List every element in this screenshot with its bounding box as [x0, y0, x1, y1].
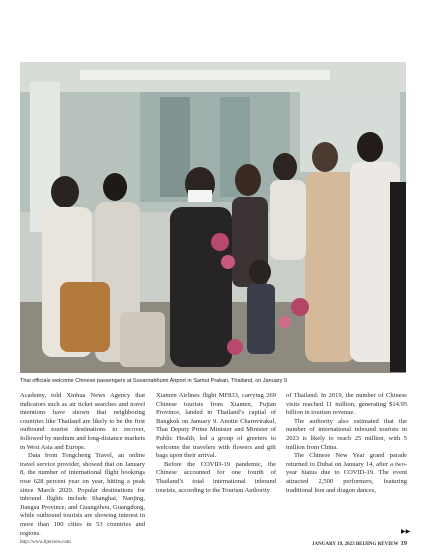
paragraph: The Chinese New Year grand parade returned to Dubai on January 14, after a two-year hiatus due to COVID-19. The event attracted 2,500 performers, featuring traditional lion and dragon dances,	[286, 452, 407, 494]
page-number: 19	[400, 540, 407, 547]
website-url[interactable]: http://www.bjreview.com	[20, 540, 71, 545]
paragraph: Before the COVID-19 pandemic, the Chinese accounted for one fourth of Thailand’s total international inbound tourists, according to the Tourism Authority	[156, 460, 276, 494]
photo-caption: Thai officials welcome Chinese passengers at Suvarnabhumi Airport in Samut Prakan, Thailand, on January 9	[20, 378, 287, 384]
news-photo	[20, 62, 406, 373]
article-column-3	[286, 392, 407, 495]
paragraph: Academy, told Xinhua News Agency that indicators such as air ticket searches and travel intentions have shown that neighboring countries like Thailand are likely to be the first outbound tourist destinations to recover, followed by medium and long-distance markets in West Asia and Europe.	[20, 392, 145, 451]
issue-label: JANUARY 19, 2023 BEIJING REVIEW	[312, 542, 399, 547]
continue-arrow-icon: ▶▶	[401, 528, 411, 535]
paragraph: of Thailand. In 2019, the number of Chinese visits reached 11 million, generating $14.95 billion in tourism revenue.	[286, 392, 407, 417]
paragraph: Data from Tongcheng Travel, an online travel service provider, showed that on January 8, the number of international flight bookings rose 628 percent year on year, hitting a peak since March 2020. Popular destinations for inbound flights include Shanghai, Nanjing, Jiangsu Province, and Guangzhou, Guangdong, while outbound tourists are showing interest in more than 100 cities in 53 countries and regions.	[20, 452, 145, 537]
paragraph: The authority also estimated that the number of international inbound tourists in 2023 is likely to reach 25 million, with 5 million from China.	[286, 417, 407, 451]
page-footer	[312, 540, 407, 547]
paragraph: Xiamen Airlines flight MF833, carrying 269 Chinese tourists from Xiamen, Fujian Province, landed in Thailand’s capital of Bangkok on January 9. Anutin Charnvirakul, Thai Deputy Prime Minister and Minister of Public Health, led a group of greeters to welcome the travelers with flowers and gift bags upon their arrival.	[156, 392, 276, 460]
airport-arrival-photo	[20, 62, 406, 373]
article-column-1	[20, 392, 145, 538]
article-column-2	[156, 392, 276, 495]
